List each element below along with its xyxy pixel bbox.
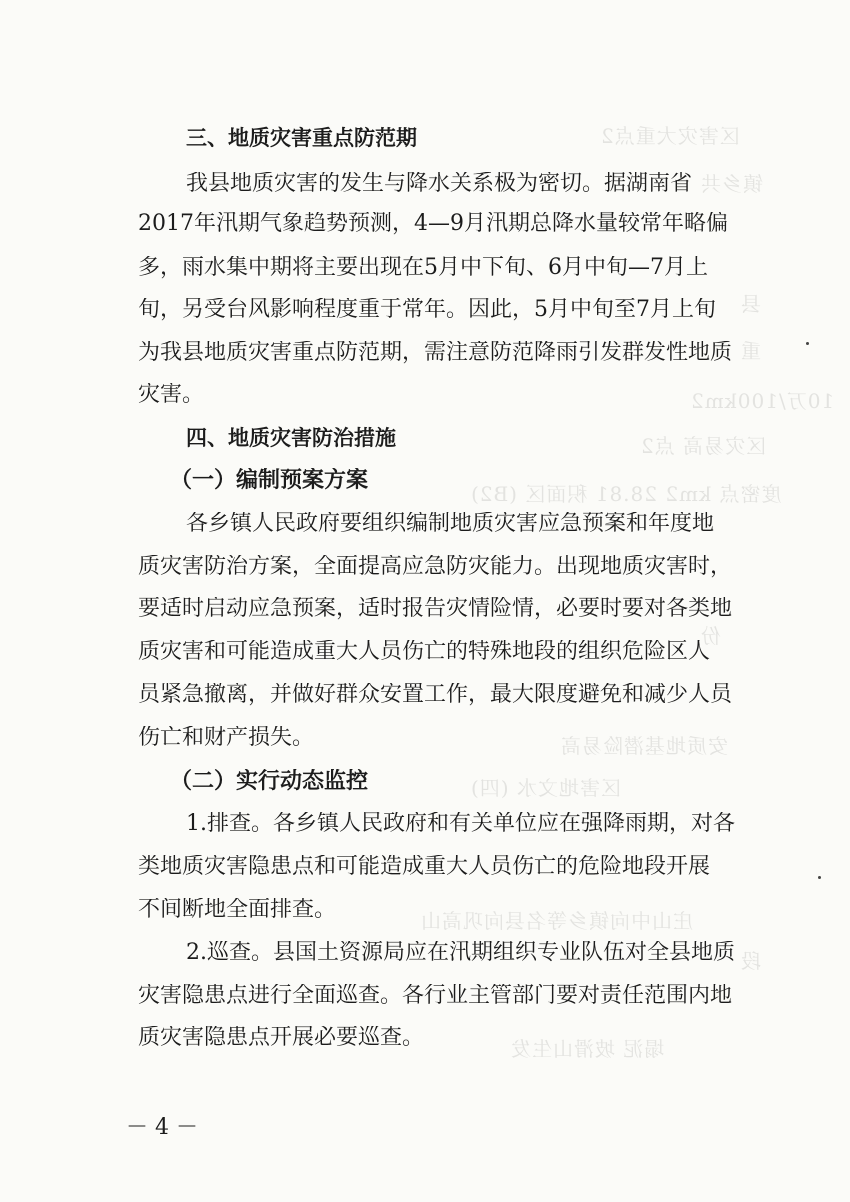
paragraph-line: 不间断地全面排查。: [138, 898, 337, 922]
paragraph-line: 质灾害防治方案，全面提高应急防灾能力。出现地质灾害时，: [138, 555, 733, 579]
paragraph-line: 要适时启动应急预案，适时报告灾情险情，必要时要对各类地: [138, 597, 733, 621]
paragraph-line: 各乡镇人民政府要组织编制地质灾害应急预案和年度地: [186, 512, 715, 536]
paragraph-line: 类地质灾害隐患点和可能造成重大人员伤亡的危险地段开展: [138, 855, 711, 879]
paragraph-line: 员紧急撤离，并做好群众安置工作，最大限度避免和减少人员: [138, 683, 733, 707]
page-number: － 4 －: [126, 1115, 198, 1140]
paragraph-line: 伤亡和财产损失。: [138, 726, 315, 750]
paragraph-line: 2.巡查。县国土资源局应在汛期组织专业队伍对全县地质: [186, 941, 735, 965]
paragraph-line: 灾害。: [138, 383, 205, 407]
scan-speck: [806, 342, 809, 345]
paragraph-line: 质灾害和可能造成重大人员伤亡的特殊地段的组织危险区人: [138, 640, 711, 664]
paragraph-line: 我县地质灾害的发生与降水关系极为密切。据湖南省: [186, 172, 693, 196]
reverse-side-bleed: 区害灾大重点2 镇乡共 县 重 10万/100km2 区灾易高 点2 度密点 km2 28.81 积面区 (B2) 份 安质地基潜险易高 区害地文水 (四) 庄山中向镇乡等名县向巩高山 段 塌泥 坡滑山生发: [420, 124, 835, 1061]
paragraph-line: 1.排查。各乡镇人民政府和有关单位应在强降雨期，对各: [186, 812, 735, 836]
paragraph-line: 灾害隐患点进行全面巡查。各行业主管部门要对责任范围内地: [138, 984, 733, 1008]
paragraph-line: 2017年汛期气象趋势预测，4—9月汛期总降水量较常年略偏: [138, 212, 728, 236]
section-heading-3: 三、地质灾害重点防范期: [186, 126, 417, 150]
section-heading-4: 四、地质灾害防治措施: [186, 426, 396, 450]
subsection-heading-1: （一）编制预案方案: [170, 468, 369, 493]
scan-speck: [818, 876, 821, 879]
paragraph-line: 多，雨水集中期将主要出现在5月中下旬、6月中旬—7月上: [138, 256, 708, 280]
subsection-heading-2: （二）实行动态监控: [170, 769, 369, 794]
paragraph-line: 旬，另受台风影响程度重于常年。因此，5月中旬至7月上旬: [138, 298, 716, 322]
paragraph-line: 质灾害隐患点开展必要巡查。: [138, 1026, 425, 1050]
paragraph-line: 为我县地质灾害重点防范期，需注意防范降雨引发群发性地质: [138, 341, 733, 365]
